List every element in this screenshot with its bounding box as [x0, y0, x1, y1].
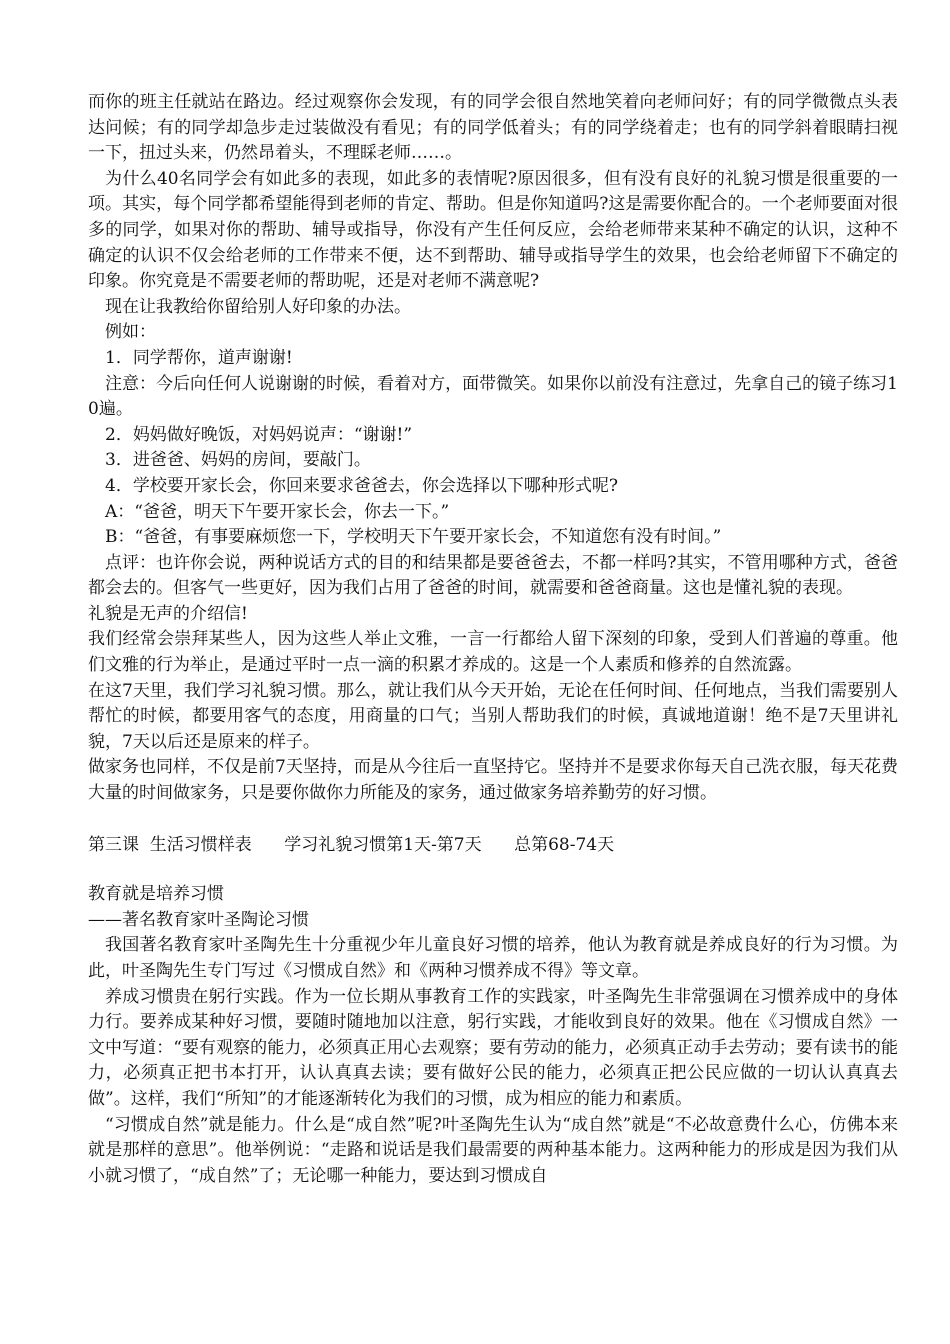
option-a: A：“爸爸，明天下午要开家长会，你去一下。”	[105, 501, 450, 522]
paragraph: 我国著名教育家叶圣陶先生十分重视少年儿童良好习惯的培养，他认为教育就是养成良好的行为习惯。为此，叶圣陶先生专门写过《习惯成自然》和《两种习惯养成不得》等文章。	[88, 935, 898, 981]
paragraph: “习惯成自然”就是能力。什么是“成自然”呢?叶圣陶先生认为“成自然”就是“不必故意费什么心，仿佛本来就是那样的意思”。他举例说：“走路和说话是我们最需要的两种基本能力。这两种能力的形成是因为我们从小就习惯了，“成自然”了；无论哪一种能力，要达到习惯成自	[88, 1114, 898, 1186]
paragraph: 而你的班主任就站在路边。经过观察你会发现，有的同学会很自然地笑着向老师问好；有的同学微微点头表达问候；有的同学却急步走过装做没有看见；有的同学低着头；有的同学绕着走；也有的同学斜着眼睛扫视一下，扭过头来，仍然昂着头，不理睬老师……。	[88, 92, 898, 164]
paragraph: 在这7天里，我们学习礼貌习惯。那么，就让我们从今天开始，无论在任何时间、任何地点，当我们需要别人帮忙的时候，都要用客气的态度，用商量的口气；当别人帮助我们的时候，真诚地道谢！绝不是7天里讲礼貌，7天以后还是原来的样子。	[88, 680, 898, 752]
paragraph: 我们经常会崇拜某些人，因为这些人举止文雅，一言一行都给人留下深刻的印象，受到人们普遍的尊重。他们文雅的行为举止，是通过平时一点一滴的积累才养成的。这是一个人素质和修养的自然流露。	[88, 629, 898, 676]
paragraph: 例如：	[105, 322, 156, 343]
lesson-heading-part: 总第68-74天	[514, 834, 615, 855]
paragraph: 养成习惯贵在躬行实践。作为一位长期从事教育工作的实践家，叶圣陶先生非常强调在习惯养成中的身体力行。要养成某种好习惯，要随时随地加以注意，躬行实践，才能收到良好的效果。他在《习惯成自然》一文中写道：“要有观察的能力，必须真正用心去观察；要有劳动的能力，必须真正动手去劳动；要有读书的能力，必须真正把书本打开，认认真真去读；要有做好公民的能力，必须真正把公民应做的一切认认真真去做”。这样，我们“所知”的才能逐渐转化为我们的习惯，成为相应的能力和素质。	[88, 986, 898, 1109]
list-item: 2．妈妈做好晚饭，对妈妈说声：“谢谢!”	[105, 424, 413, 445]
paragraph: 礼貌是无声的介绍信!	[88, 603, 248, 624]
lesson-heading	[88, 833, 898, 859]
lesson-heading-part: 学习礼貌习惯第1天-第7天	[284, 834, 482, 855]
section-title: 教育就是培养习惯	[88, 884, 224, 905]
paragraph: 为什么40名同学会有如此多的表现，如此多的表情呢?原因很多，但有没有良好的礼貌习惯是很重要的一项。其实，每个同学都希望能得到老师的肯定、帮助。但是你知道吗?这是需要你配合的。一个老师要面对很多的同学，如果对你的帮助、辅导或指导，你没有产生任何反应，会给老师带来某种不确定的认识，这种不确定的认识不仅会给老师的工作带来不便，达不到帮助、辅导或指导学生的效果，也会给老师留下不确定的印象。你究竟是不需要老师的帮助呢，还是对老师不满意呢?	[88, 168, 898, 292]
list-item: 4．学校要开家长会，你回来要求爸爸去，你会选择以下哪种形式呢?	[105, 475, 618, 496]
lesson-heading-part: 第三课 生活习惯样表	[88, 834, 252, 855]
list-item: 1．同学帮你，道声谢谢!	[105, 347, 293, 368]
list-item: 3．进爸爸、妈妈的房间，要敲门。	[105, 450, 371, 471]
document-page	[88, 90, 898, 1189]
paragraph: 点评：也许你会说，两种说话方式的目的和结果都是要爸爸去，不都一样吗?其实，不管用哪种方式，爸爸都会去的。但客气一些更好，因为我们占用了爸爸的时间，就需要和爸爸商量。这也是懂礼貌的表现。	[88, 552, 898, 599]
paragraph: 现在让我教给你留给别人好印象的办法。	[105, 296, 411, 317]
paragraph: 注意：今后向任何人说谢谢的时候，看着对方，面带微笑。如果你以前没有注意过，先拿自己的镜子练习10遍。	[88, 373, 898, 420]
section-subtitle: ——著名教育家叶圣陶论习惯	[88, 909, 309, 930]
paragraph: 做家务也同样，不仅是前7天坚持，而是从今往后一直坚持它。坚持并不是要求你每天自己洗衣服，每天花费大量的时间做家务，只是要你做你力所能及的家务，通过做家务培养勤劳的好习惯。	[88, 757, 898, 804]
option-b: B：“爸爸，有事要麻烦您一下，学校明天下午要开家长会，不知道您有没有时间。”	[105, 527, 722, 548]
